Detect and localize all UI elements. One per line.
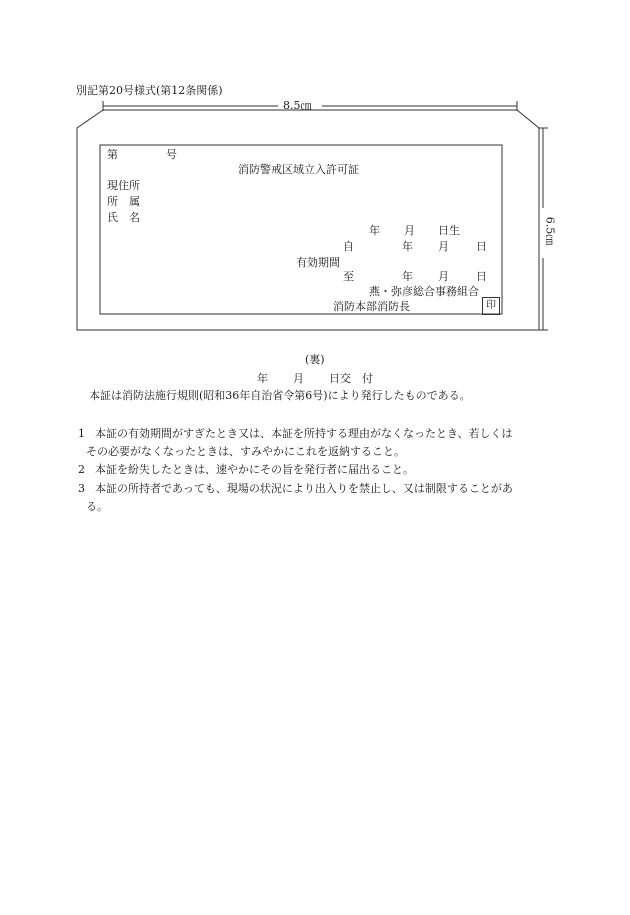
note-3-number: 3 [78,482,85,495]
to-month: 月 [438,270,449,283]
issue-year: 年 [257,372,268,385]
birth-day: 日生 [438,224,460,237]
note-1-number: 1 [78,427,85,440]
card-number-suffix: 号 [166,148,177,161]
back-side-label: (裏) [305,353,325,366]
birth-year: 年 [369,224,380,237]
validity-period-label: 有効期間 [296,256,340,269]
form-header: 別記第20号様式(第12条関係) [76,84,223,97]
note-1-line-2: その必要がなくなったときは、すみやかにこれを返納すること。 [86,445,405,458]
to-label: 至 [343,270,354,283]
issue-day: 日交 付 [329,372,373,385]
note-3-line-1: 本証の所持者であっても、現場の状況により出入りを禁止し、又は制限することがあ [95,482,513,495]
from-month: 月 [438,240,449,253]
to-day: 日 [476,270,487,283]
field-address: 現住所 [107,179,140,192]
note-2-line-1: 本証を紛失したときは、速やかにその旨を発行者に届出ること。 [95,463,414,476]
birth-month: 月 [404,224,415,237]
field-affiliation: 所 属 [107,195,140,208]
width-dimension-label: 8.5㎝ [283,99,312,112]
issuer-organization: 燕・弥彦総合事務組合 [369,285,479,298]
card-title: 消防警戒区域立入許可証 [238,163,359,176]
from-label: 自 [343,240,354,253]
back-intro: 本証は消防法施行規則(昭和36年自治省令第6号)により発行したものである。 [89,389,471,402]
seal-stamp-box: 印 [482,297,500,315]
note-1-line-1: 本証の有効期間がすぎたとき又は、本証を所持する理由がなくなったとき、若しくは [95,427,513,440]
note-3-line-2: る。 [86,500,108,513]
height-dimension-label: 6.5㎝ [543,216,557,246]
from-year: 年 [402,240,413,253]
card-number-label: 第 [107,148,118,161]
field-name: 氏 名 [107,211,140,224]
note-2-number: 2 [78,463,85,476]
to-year: 年 [402,270,413,283]
from-day: 日 [476,240,487,253]
issue-month: 月 [293,372,304,385]
issuer-title: 消防本部消防長 [333,300,410,313]
